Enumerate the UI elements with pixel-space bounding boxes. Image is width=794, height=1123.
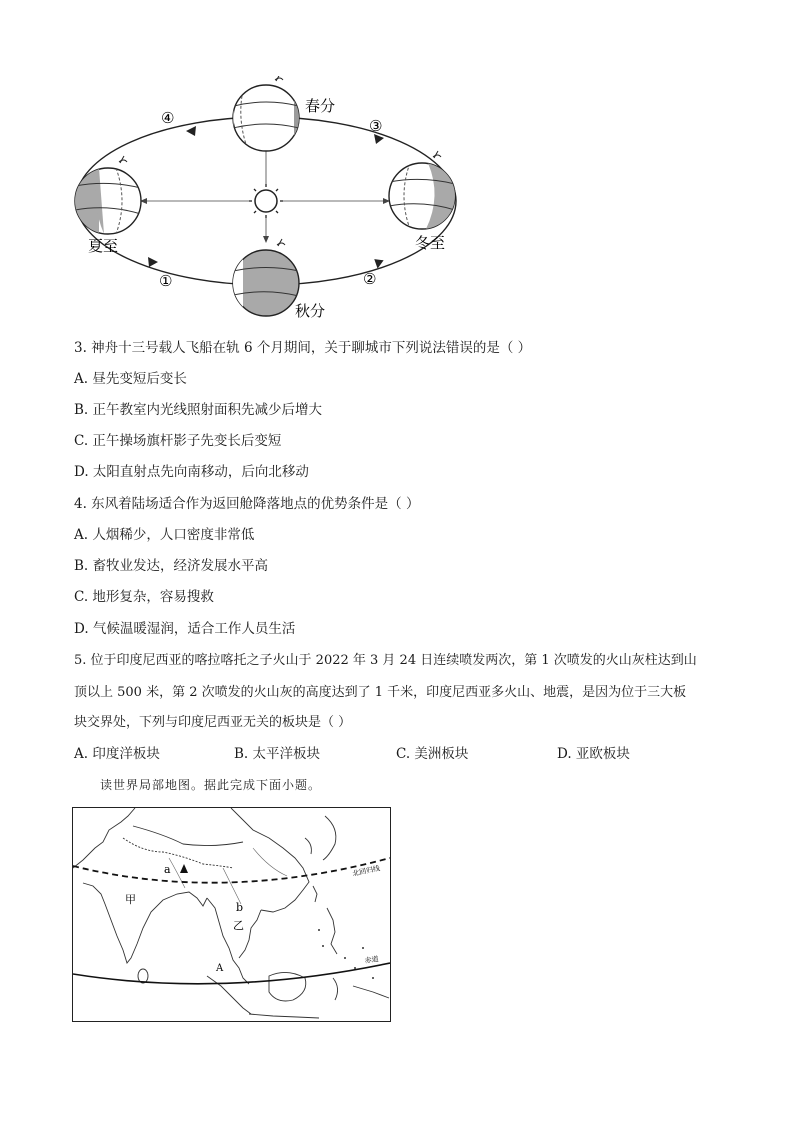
earth-spring-equinox — [226, 76, 304, 151]
sun-icon — [249, 184, 283, 218]
question-4-option-a: A. 人烟稀少，人口密度非常低 — [74, 527, 255, 543]
question-5-option-b: B. 太平洋板块 — [234, 746, 321, 762]
question-3-option-d: D. 太阳直射点先向南移动，后向北移动 — [74, 464, 309, 480]
question-4-option-d: D. 气候温暖湿润，适合工作人员生活 — [74, 621, 296, 637]
earth-orbit-diagram — [66, 76, 466, 326]
earth-summer-solstice — [75, 156, 141, 234]
earth-autumn-equinox — [233, 239, 299, 316]
question-3-option-a: A. 昼先变短后变长 — [74, 371, 187, 387]
peak-marker-icon — [180, 864, 188, 873]
question-3-option-b: B. 正午教室内光线照射面积先减少后增大 — [74, 402, 323, 418]
earth-winter-solstice — [389, 151, 455, 229]
question-5-stem-line-1: 5. 位于印度尼西亚的喀拉喀托之子火山于 2022 年 3 月 24 日连续喷发两次，第 1 次喷发的火山灰柱达到山 — [74, 653, 697, 668]
map-intro-text: 读世界局部地图。据此完成下面小题。 — [100, 778, 322, 792]
label-spring: 春分 — [305, 97, 336, 115]
map-label-a: a — [164, 863, 171, 876]
question-5-stem-line-2: 顶以上 500 米，第 2 次喷发的火山灰的高度达到了 1 千米，印度尼西亚多火山、地震，是因为位于三大板 — [74, 685, 687, 700]
orbit-arrowhead-1 — [148, 257, 158, 267]
label-winter: 冬至 — [415, 234, 446, 252]
label-summer: 夏至 — [88, 237, 119, 255]
asia-map — [72, 807, 391, 1022]
arrow-label-3: ③ — [369, 117, 383, 135]
question-4-option-b: B. 畜牧业发达，经济发展水平高 — [74, 558, 269, 574]
asia-map-drawing — [73, 808, 390, 1021]
question-5-option-d: D. 亚欧板块 — [557, 746, 630, 762]
question-4-option-c: C. 地形复杂，容易搜救 — [74, 589, 214, 605]
map-label-b: b — [236, 901, 244, 914]
question-5-stem-line-3: 块交界处，下列与印度尼西亚无关的板块是（ ） — [74, 715, 352, 730]
label-autumn: 秋分 — [295, 302, 326, 320]
arrow-label-1: ① — [159, 272, 173, 290]
question-5-option-c: C. 美洲板块 — [396, 746, 469, 762]
tropic-of-cancer-line — [73, 858, 390, 883]
arrow-label-4: ④ — [161, 109, 175, 127]
map-label-tropic: 北回归线 — [351, 864, 381, 878]
map-label-yi: 乙 — [233, 919, 244, 932]
question-5-option-a: A. 印度洋板块 — [74, 746, 160, 762]
map-label-A: A — [216, 963, 224, 974]
question-3-option-c: C. 正午操场旗杆影子先变长后变短 — [74, 433, 282, 449]
map-label-equator: 赤道 — [364, 955, 380, 965]
map-label-jia: 甲 — [125, 893, 136, 906]
question-4-stem: 4. 东风着陆场适合作为返回舱降落地点的优势条件是（ ） — [74, 496, 420, 512]
orbit-arrowhead-3 — [374, 134, 384, 144]
arrow-label-2: ② — [363, 270, 377, 288]
orbit-arrowhead-4 — [186, 126, 196, 136]
question-3-stem: 3. 神舟十三号载人飞船在轨 6 个月期间，关于聊城市下列说法错误的是（ ） — [74, 340, 532, 356]
equator-line — [73, 963, 390, 984]
